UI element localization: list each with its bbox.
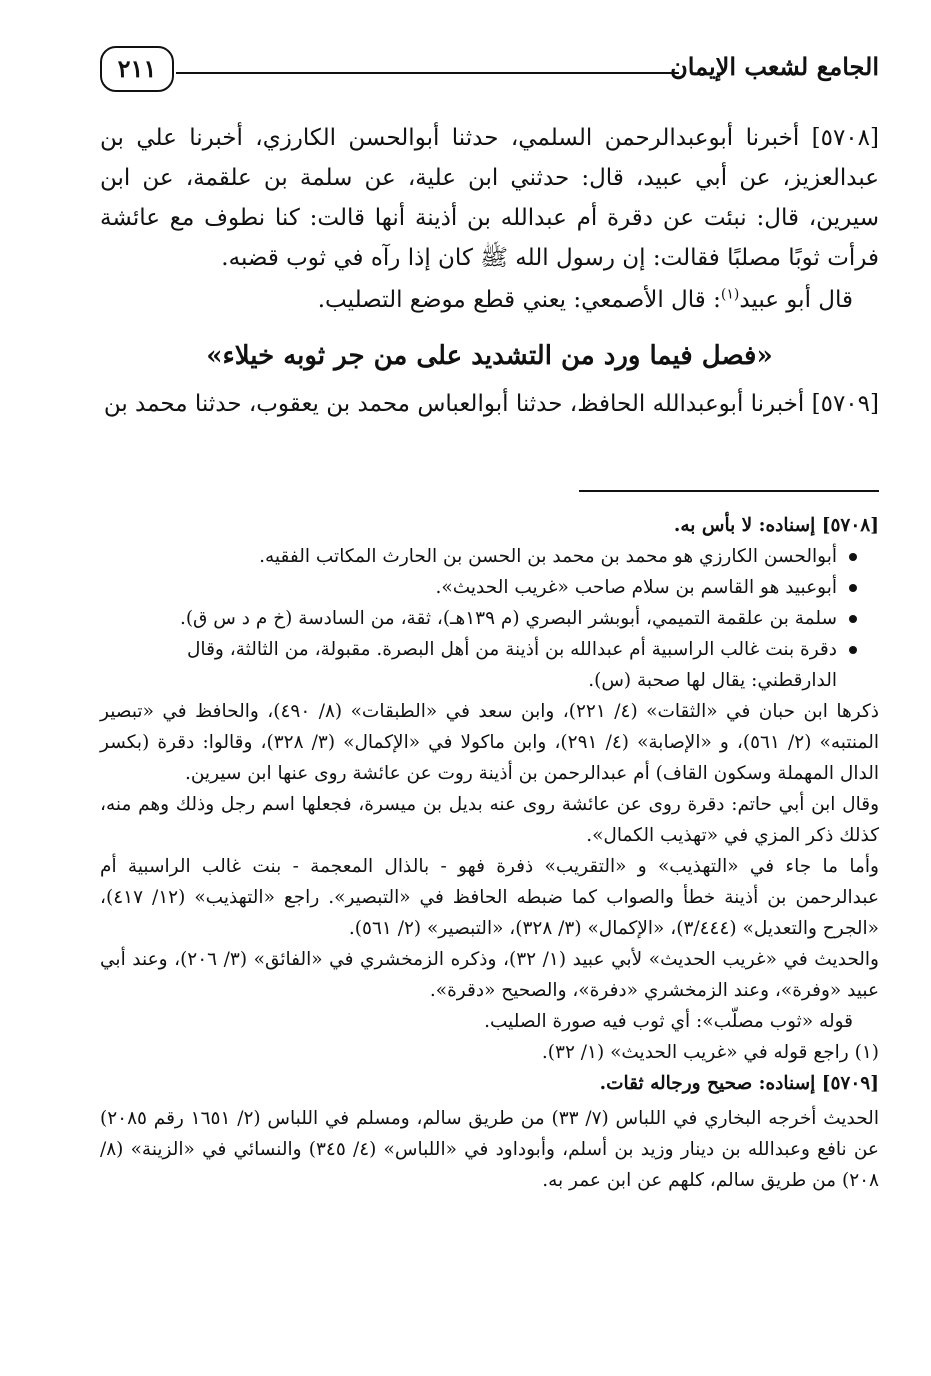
list-item-text: سلمة بن علقمة التميمي، أبوبشر البصري (م ١٣٩هـ)، ثقة، من السادسة (خ م د س ق). (179, 608, 837, 629)
footnote-marker-1: (١) (720, 286, 740, 303)
list-item-text: دقرة بنت غالب الراسبية أم عبدالله بن أذينة من أهل البصرة. مقبولة، من الثالثة، وقال الدارقطني: يقال لها صحبة (س). (186, 639, 837, 691)
page-header (100, 44, 879, 100)
footnote-5709-heading: [٥٧٠٩] إسناده: صحيح ورجاله ثقات. (599, 1073, 879, 1094)
narrator-list (100, 541, 857, 696)
footnote-paragraph: ذكرها ابن حبان في «الثقات» (٤/ ٢٢١)، وابن سعد في «الطبقات» (٨/ ٤٩٠)، والحافظ في «تبصير المنتبه» (٢/ ٥٦١)، و «الإصابة» (٤/ ٢٩١)، وابن ماكولا في «الإكمال» (٣/ ٣٢٨)، وقالوا: دقرة (بكسر الدال المهملة وسكون القاف) أم عبدالرحمن بن أذينة روت عن عائشة روى عنها ابن سيرين. (100, 701, 879, 784)
footnote-paragraph: والحديث في «غريب الحديث» لأبي عبيد (١/ ٣٢)، وذكره الزمخشري في «الفائق» (٣/ ٢٠٦)، وعند أبي عبيد «وفرة»، وعند الزمخشري «دفرة»، والصحيح «دقرة». (100, 949, 879, 1001)
footnote-note-1: (١) راجع قوله في «غريب الحديث» (١/ ٣٢). (541, 1042, 879, 1063)
footnote-5708-heading: [٥٧٠٨] إسناده: لا بأس به. (673, 515, 879, 536)
bullet-icon (849, 584, 857, 592)
page-number: ٢١١ (100, 46, 174, 92)
comment-lead: قال أبو عبيد (739, 287, 853, 313)
running-title: الجامع لشعب الإيمان (670, 52, 879, 81)
list-item (100, 572, 857, 603)
footnote-paragraph: وأما ما جاء في «التهذيب» و «التقريب» ذفرة فهو - بالذال المعجمة - بنت غالب الراسبية أم عبدالرحمن بن أذينة خطأ والصواب كما ضبطه الحافظ في «التبصير». راجع «التهذيب» (١٢/ ٤١٧)، «الجرح والتعديل» (٣/٤٤٤)، «الإكمال» (٣/ ٣٢٨)، «التبصير» (٢/ ٥٦١). (100, 856, 879, 939)
list-item (100, 634, 857, 696)
hadith-5708: [٥٧٠٨] أخبرنا أبوعبدالرحمن السلمي، حدثنا أبوالحسن الكارزي، أخبرنا علي بن عبدالعزيز، عن أبي عبيد، قال: حدثني ابن علية، عن سلمة بن علقمة، عن ابن سيرين، قال: نبئت عن دقرة أم عبدالله بن أذينة أنها قالت: كنا نطوف مع عائشة فرأت ثوبًا مصلبًا فقالت: إن رسول الله ﷺ كان إذا رآه في ثوب قضبه. (100, 125, 879, 271)
footnote-paragraph: قوله «ثوب مصلّب»: أي ثوب فيه صورة الصليب. (484, 1011, 853, 1032)
comment-text: : قال الأصمعي: يعني قطع موضع التصليب. (317, 287, 721, 313)
list-item-text: أبوعبيد هو القاسم بن سلام صاحب «غريب الحديث». (435, 577, 837, 598)
list-item-text: أبوالحسن الكارزي هو محمد بن محمد بن الحسن بن الحارث المكاتب الفقيه. (259, 546, 837, 567)
footnotes (100, 510, 879, 1196)
bullet-icon (849, 553, 857, 561)
section-heading: «فصل فيما ورد من التشديد على من جر ثوبه خيلاء» (206, 341, 773, 371)
list-item (100, 541, 857, 572)
footnote-paragraph: الحديث أخرجه البخاري في اللباس (٧/ ٣٣) من طريق سالم، ومسلم في اللباس (٢/ ١٦٥١ رقم ٢٠٨٥) عن نافع وعبدالله بن دينار وزيد بن أسلم، وأبوداود في «اللباس» (٤/ ٣٤٥) والنسائي في «الزينة» (٨/ ٢٠٨) من طريق سالم، كلهم عن ابن عمر به. (100, 1108, 879, 1191)
main-text (100, 118, 879, 424)
list-item (100, 603, 857, 634)
bullet-icon (849, 615, 857, 623)
bullet-icon (849, 646, 857, 654)
hadith-5709-start: [٥٧٠٩] أخبرنا أبوعبدالله الحافظ، حدثنا أبوالعباس محمد بن يعقوب، حدثنا محمد بن (103, 391, 879, 417)
footnote-separator (579, 490, 879, 492)
header-rule (176, 72, 679, 74)
abu-ubayd-comment (100, 280, 853, 320)
footnote-paragraph: وقال ابن أبي حاتم: دقرة روى عن عائشة روى عنه بديل بن ميسرة، فجعلها اسم رجل وذلك وهم منه، كذلك ذكر المزي في «تهذيب الكمال». (100, 794, 879, 846)
